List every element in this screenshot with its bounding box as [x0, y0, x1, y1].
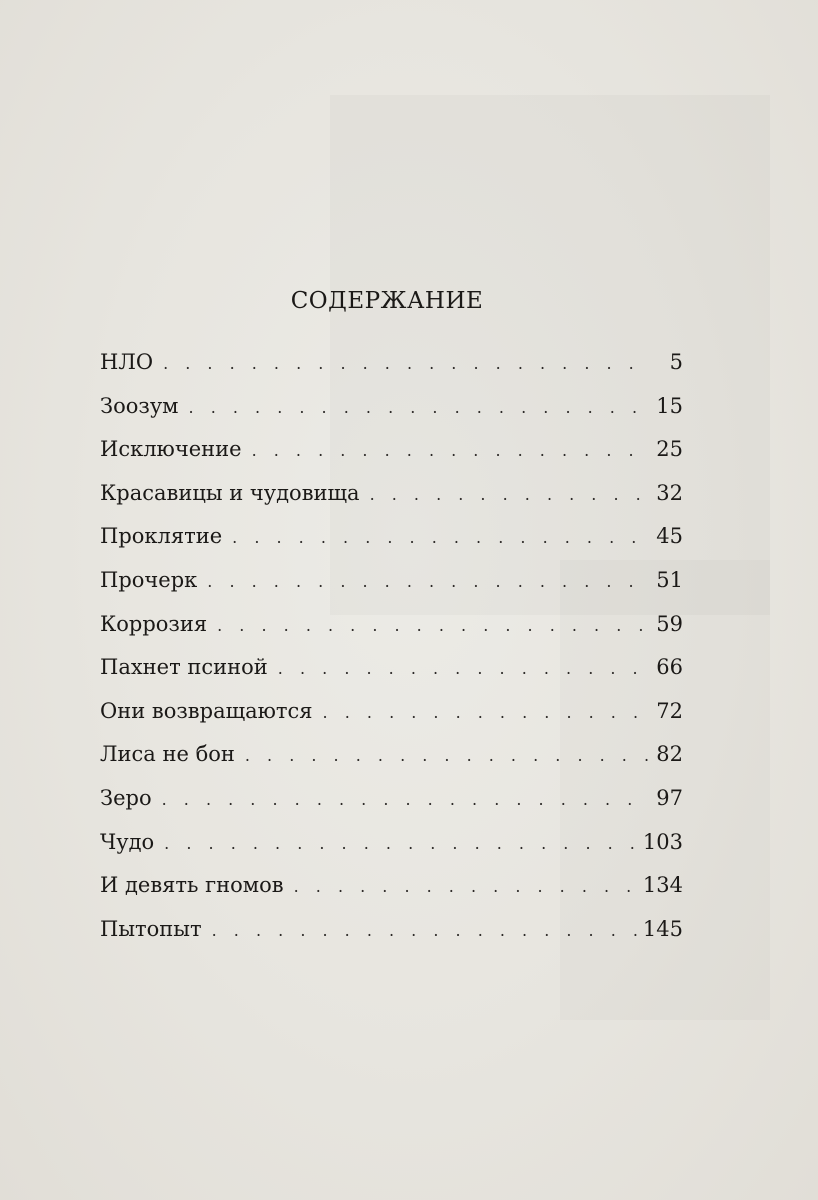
toc-entry-page: 5 — [669, 350, 683, 374]
toc-entry-page: 72 — [656, 698, 683, 723]
toc-entry-page: 134 — [642, 873, 683, 898]
toc-entry — [100, 481, 683, 525]
toc-entry — [100, 655, 683, 699]
dot-leader — [245, 746, 649, 765]
dot-leader — [232, 528, 649, 547]
dot-leader — [162, 790, 649, 809]
toc-entry-page: 145 — [642, 916, 683, 941]
toc-entry-title: Красавицы и чудовища — [100, 480, 360, 505]
dot-leader — [207, 572, 649, 591]
dot-leader — [323, 703, 649, 722]
toc-entry-page: 97 — [656, 785, 683, 810]
dot-leader — [294, 877, 639, 896]
toc-entry — [100, 786, 683, 830]
toc-entry-page: 66 — [656, 655, 683, 680]
toc-entry — [100, 917, 683, 961]
toc-entry-page: 15 — [656, 393, 683, 418]
toc-entry-title: Лиса не бон — [100, 742, 235, 767]
toc-entry — [100, 524, 683, 568]
toc-entry-page: 45 — [656, 524, 683, 549]
toc-entry-title: И девять гномов — [100, 873, 284, 898]
page-title: СОДЕРЖАНИЕ — [290, 288, 484, 314]
table-of-contents — [100, 350, 683, 960]
toc-entry — [100, 612, 683, 656]
toc-entry — [100, 830, 683, 874]
toc-entry-title: Зеро — [100, 785, 152, 810]
toc-entry-page: 32 — [656, 480, 683, 505]
toc-entry-title: Исключение — [100, 437, 242, 462]
toc-entry-title: Пытопыт — [100, 916, 202, 941]
toc-entry-page: 51 — [656, 567, 683, 592]
toc-entry-page: 82 — [656, 742, 683, 767]
toc-entry-title: Пахнет псиной — [100, 655, 268, 680]
dot-leader — [163, 354, 649, 373]
toc-entry-page: 25 — [656, 437, 683, 462]
toc-entry-title: Прочерк — [100, 567, 198, 592]
toc-entry — [100, 437, 683, 481]
toc-entry-title: Чудо — [100, 829, 155, 854]
dot-leader — [189, 398, 649, 417]
toc-entry-title: Зоозум — [100, 393, 179, 418]
toc-entry-title: НЛО — [100, 350, 154, 374]
toc-entry-title: Они возвращаются — [100, 698, 313, 723]
toc-entry-page: 103 — [642, 829, 683, 854]
dot-leader — [252, 441, 649, 460]
dot-leader — [217, 616, 649, 635]
toc-entry — [100, 742, 683, 786]
dot-leader — [164, 834, 639, 853]
toc-entry-page: 59 — [656, 611, 683, 636]
toc-entry-title: Коррозия — [100, 611, 208, 636]
toc-entry — [100, 568, 683, 612]
dot-leader — [278, 659, 649, 678]
dot-leader — [370, 485, 649, 504]
toc-entry-title: Проклятие — [100, 524, 223, 549]
toc-entry — [100, 394, 683, 438]
dot-leader — [212, 921, 639, 940]
toc-entry — [100, 873, 683, 917]
toc-entry — [100, 699, 683, 743]
toc-entry — [100, 350, 683, 394]
